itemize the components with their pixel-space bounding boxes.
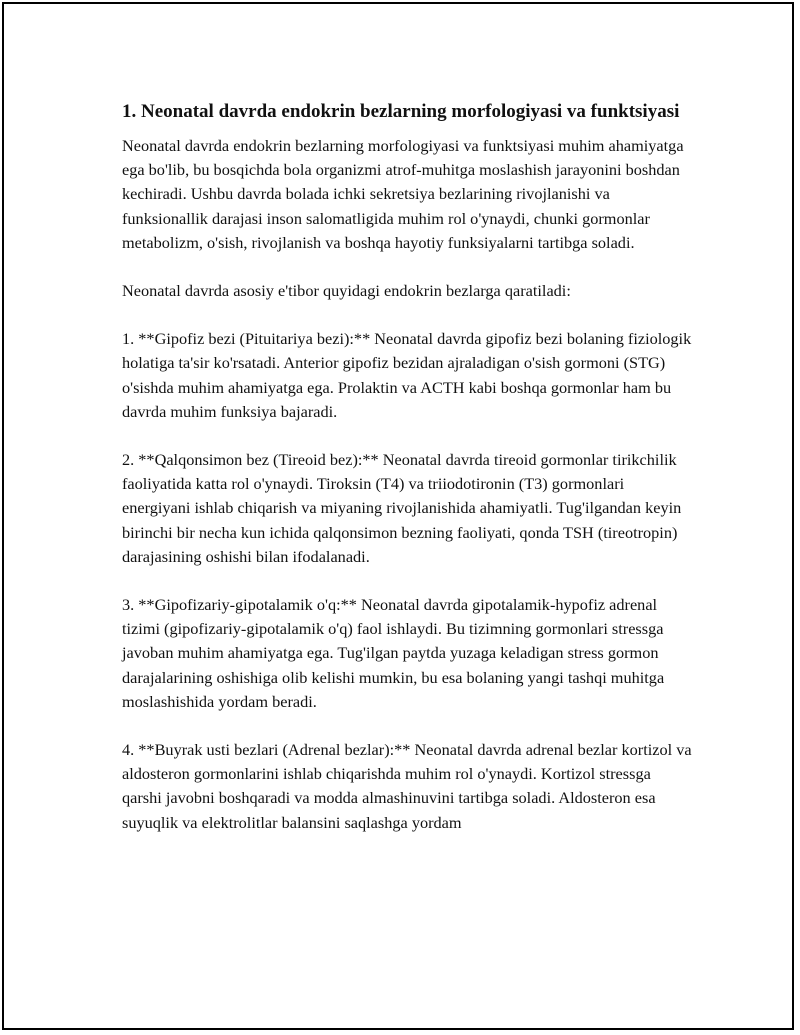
- page-frame: [2, 2, 794, 1030]
- focus-paragraph: Neonatal davrda asosiy e'tibor quyidagi endokrin bezlarga qaratiladi:: [122, 281, 571, 301]
- section-heading: 1. Neonatal davrda endokrin bezlarning morfologiyasi va funktsiyasi: [122, 101, 680, 122]
- list-item-thyroid: 2. **Qalqonsimon bez (Tireoid bez):** Neonatal davrda tireoid gormonlar tirikchilik faoliyatida katta rol o'ynaydi. Tiroksin (T4) va triiodotironin (T3) gormonlari energiyani ishlab chiqarish va miyaning rivojlanishida ahamiyatli. Tug'ilgandan keyin birinchi bir necha kun ichida qalqonsimon bezning faoliyati, qonda TSH (tireotropin) darajasining oshishi bilan ifodalanadi.: [122, 450, 682, 566]
- list-item-adrenal: 4. **Buyrak usti bezlari (Adrenal bezlar):** Neonatal davrda adrenal bezlar kortizol va aldosteron gormonlarini ishlab chiqarishda muhim rol o'ynaydi. Kortizol stressga qarshi javobni boshqaradi va modda almashinuvini tartibga soladi. Aldosteron esa suyuqlik va elektrolitlar balansini saqlashga yordam: [122, 740, 692, 832]
- list-item-pituitary: 1. **Gipofiz bezi (Pituitariya bezi):** Neonatal davrda gipofiz bezi bolaning fiziologik holatiga ta'sir ko'rsatadi. Anterior gipofiz bezidan ajraladigan o'sish gormoni (STG) o'sishda muhim ahamiyatga ega. Prolaktin va ACTH kabi boshqa gormonlar ham bu davrda muhim funksiya bajaradi.: [122, 329, 692, 421]
- list-item-hypothalamic-axis: 3. **Gipofizariy-gipotalamik o'q:** Neonatal davrda gipotalamik-hypofiz adrenal tizimi (gipofizariy-gipotalamik o'q) faol ishlaydi. Bu tizimning gormonlari stressga javoban muhim ahamiyatga ega. Tug'ilgan paytda yuzaga keladigan stress gormon darajalarining oshishiga olib kelishi mumkin, bu esa bolaning yangi tashqi muhitga moslashishida yordam beradi.: [122, 595, 665, 711]
- document-body: [122, 98, 694, 859]
- intro-paragraph: Neonatal davrda endokrin bezlarning morfologiyasi va funktsiyasi muhim ahamiyatga ega bo'lib, bu bosqichda bola organizmi atrof-muhitga moslashish jarayonini boshdan kechiradi. Ushbu davrda bolada ichki sekretsiya bezlarining rivojlanishi va funksionallik darajasi inson salomatligida muhim rol o'ynaydi, chunki gormonlar metabolizm, o'sish, rivojlanish va boshqa hayotiy funksiyalarni tartibga soladi.: [122, 136, 684, 252]
